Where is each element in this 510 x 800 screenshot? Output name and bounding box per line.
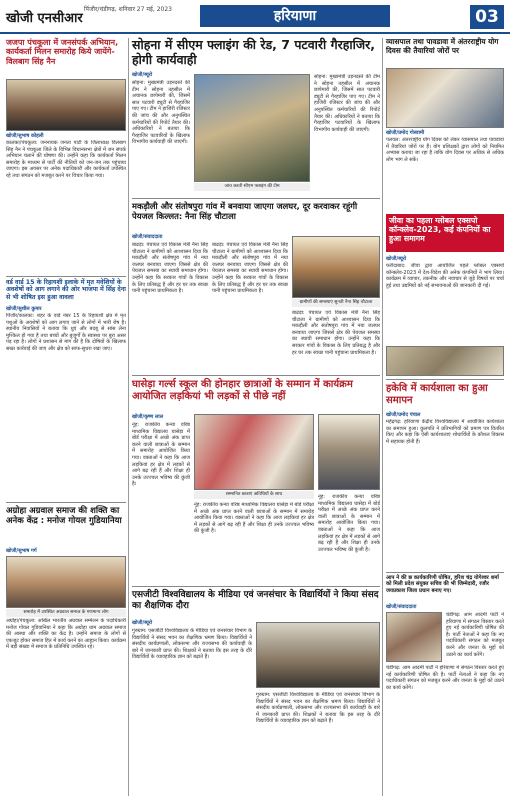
byline: खोजी/ब्यूरो: [132, 620, 153, 626]
photo-cm-flying-team: [194, 74, 310, 182]
column-divider: [382, 38, 383, 796]
headline-hakevi-workshop: हकेवि में कार्यशाला का हुआ समापन: [386, 383, 488, 406]
section-title: हरियाणा: [200, 5, 390, 27]
article-body: नूंह: राजकीय कन्या वरिष्ठ माध्यमिक विद्यालय घासेड़ा में बोर्ड परीक्षा में अच्छे अंक प्राप्त करने वाली छात्राओं के सम्मान में समारोह आयोजित किया गया। वक्ताओं ने कहा कि आज लड़कियां हर क्षेत्र में लड़कों से आगे बढ़ रही हैं और शिक्षा ही उनके उज्ज्वल भविष्य की कुंजी है।: [194, 502, 314, 535]
divider: [132, 586, 380, 587]
byline: खोजी/कृष्ण लाल: [132, 414, 164, 420]
photo-caption: ग्रामीणों की समस्याएं सुनती नैना सिंह चौटाला: [292, 299, 380, 307]
byline: खोजी/संवाददाता: [386, 604, 417, 610]
byline: खोजी/प्रमोद पंचाल: [386, 412, 421, 418]
article-body: चंडीगढ़: आम आदमी पार्टी ने हरियाणा में संगठन विस्तार करते हुए नई कार्यकारिणी घोषित की है। पार्टी नेताओं ने कहा कि नए पदाधिकारी संगठन को मजबूत करने और जनता के मुद्दों को उठाने का कार्य करेंगे।: [446, 612, 504, 658]
headline-sohna-raid: सोहना में सीएम फ्लाइंग की रेड, 7 पटवारी गैरहाजिर, होगी कार्यवाही: [132, 37, 376, 67]
byline: खोजी/सुभाष गर्ग: [6, 548, 37, 554]
byline: खोजी/ब्यूरो: [132, 72, 153, 78]
article-body: बाढड़ा: पंचायत एवं विकास मंत्री नैना सिंह चौटाला ने ग्रामीणों को आश्वासन दिया कि मकड़ौली और संतोषपुरा गांव में नया जलघर बनवाया जाएगा जिससे क्षेत्र की पेयजल समस्या का स्थायी समाधान होगा। उन्होंने कहा कि सरकार गांवों के विकास के लिए प्रतिबद्ध है और हर घर तक स्वच्छ पानी पहुंचाना प्राथमिकता है।: [132, 242, 208, 295]
photo-caption: सम्मानित छात्राएं अतिथियों के साथ: [194, 491, 314, 499]
headline-ward-15: वर्ड वार्ड 15 के रिहायशी इलाके में मृत मवेशियों के अवशेषों को आग लगाने की ओर भाजपा में सिंह देना से भी शोषित इस हुआ वावला: [6, 279, 126, 301]
photo-aap-leader: [386, 612, 442, 662]
headline-water-tank: मकड़ौली और संतोषपुरा गांव में बनवाया जाएगा जलघर, दूर करवाकर रहूंगी पेयजल किल्लत: नैना सिंह चौटाला: [132, 201, 358, 221]
divider: [386, 572, 504, 573]
divider: [132, 375, 380, 376]
dateline: पिंजौर/चंडीगढ़, शनिवार 27 मई, 2023: [84, 6, 172, 13]
photo-naina-chautala: [292, 236, 380, 298]
photo-school-event: [318, 414, 380, 490]
photo-agroha-event: [6, 556, 126, 608]
column-divider: [128, 38, 129, 796]
headline-aap-executive: आप ने की छ कार्यकारिणी घोषित, हरिश चंद्र योगेश्वर शर्मा को मिली प्रदेश संयुक्त सचिव की भी जिम्मेदारी, रजौर जयप्रकाश जिला प्रधान बनाए गए।: [386, 575, 499, 594]
headline-jeeva-expo: जीवा का पहला ग्लोबल एक्सपो कॉन्क्लेव-2023, कई कंपनियों का हुआ समागम: [389, 216, 491, 244]
byline: खोजी/सुशील कुमार: [6, 306, 42, 312]
article-body: गुरुग्राम: एसजीटी विश्वविद्यालय के मीडिया एवं जनसंचार विभाग के विद्यार्थियों ने संसद भवन का शैक्षणिक भ्रमण किया। विद्यार्थियों ने संसदीय कार्यप्रणाली, लोकसभा और राज्यसभा की कार्यवाही के बारे में जानकारी प्राप्त की। शिक्षकों ने बताया कि इस तरह के दौरे विद्यार्थियों के व्यावहारिक ज्ञान को बढ़ाते हैं।: [256, 692, 380, 725]
page-number: 03: [470, 5, 504, 29]
byline: खोजी/प्रमोद गोस्वामी: [386, 130, 425, 136]
photo-caption: समारोह में उपस्थित अग्रवाल समाज के गणमान्य लोग: [6, 609, 126, 617]
article-body: बाढड़ा: पंचायत एवं विकास मंत्री नैना सिंह चौटाला ने ग्रामीणों को आश्वासन दिया कि मकड़ौली और संतोषपुरा गांव में नया जलघर बनवाया जाएगा जिससे क्षेत्र की पेयजल समस्या का स्थायी समाधान होगा। उन्होंने कहा कि सरकार गांवों के विकास के लिए प्रतिबद्ध है और हर घर तक स्वच्छ पानी पहुंचाना प्राथमिकता है।: [212, 242, 288, 295]
headline-ghaseda-school: घासेड़ा गर्ल्स स्कूल की होनहार छात्राओं के सम्मान में कार्यक्रम आयोजित लड़कियां भी लड़कों से पीछे नहीं: [132, 379, 353, 402]
byline: खोजी/संवाददाता: [132, 234, 163, 240]
divider: [6, 276, 126, 277]
headline-agroha: अग्रोहा अग्रवाल समाज की शक्ति का अनेक केंद्र : मनोज गोयल गुडियानिया: [6, 506, 122, 527]
photo-school-students: [194, 414, 314, 490]
article-body: महेंद्रगढ़: हरियाणा केंद्रीय विश्वविद्यालय में आयोजित कार्यशाला का समापन हुआ। कुलपति ने प्रतिभागियों को प्रमाण पत्र वितरित किए और कहा कि ऐसी कार्यशालाएं शोधार्थियों के कौशल विकास में सहायक होती हैं।: [386, 419, 504, 445]
byline: खोजी/सुभाष कोहली: [6, 133, 44, 139]
article-body: फरीदाबाद: जीवा द्वारा आयोजित पहले ग्लोबल एक्सपो कॉन्क्लेव-2023 में देश-विदेश की अनेक कंपनियों ने भाग लिया। कार्यक्रम में व्यापार, तकनीक और नवाचार से जुड़े विषयों पर चर्चा हुई तथा उद्यमियों को नई संभावनाओं की जानकारी दी गई।: [386, 263, 504, 289]
photo-expo-conclave: [386, 346, 504, 376]
article-body: चंडीगढ़: आम आदमी पार्टी ने हरियाणा में संगठन विस्तार करते हुए नई कार्यकारिणी घोषित की है। पार्टी नेताओं ने कहा कि नए पदाधिकारी संगठन को मजबूत करने और जनता के मुद्दों को उठाने का कार्य करेंगे।: [386, 665, 504, 691]
photo-parliament-visit: [256, 622, 380, 688]
byline: खोजी/ब्यूरो: [386, 256, 407, 262]
masthead: खोजी एनसीआर: [6, 11, 83, 26]
article-body: नूंह: राजकीय कन्या वरिष्ठ माध्यमिक विद्यालय घासेड़ा में बोर्ड परीक्षा में अच्छे अंक प्राप्त करने वाली छात्राओं के सम्मान में समारोह आयोजित किया गया। वक्ताओं ने कहा कि आज लड़कियां हर क्षेत्र में लड़कों से आगे बढ़ रही हैं और शिक्षा ही उनके उज्ज्वल भविष्य की कुंजी है।: [318, 494, 380, 553]
article-body: अग्रोहा/पंचकूला: अखिल भारतीय अग्रवाल सम्मेलन के पदाधिकारी मनोज गोयल गुडियानिया ने कहा कि अग्रोहा धाम अग्रवाल समाज की आस्था और शक्ति का केंद्र है। उन्होंने समाज के लोगों से एकजुट होकर समाज हित में कार्य करने का आह्वान किया। कार्यक्रम में बड़ी संख्या में समाज के प्रतिनिधि उपस्थित रहे।: [6, 618, 126, 651]
photo-caption: जांच करती सीएम फ्लाइंग की टीम: [194, 183, 310, 191]
article-body: कालका/पंचकूला: जननायक जनता पार्टी के जिलाध्यक्ष विलबाग सिंह नैन ने पंचकूला जिले के विभिन्न विधानसभा क्षेत्रों में जन संपर्क अभियान चलाने की घोषणा की। उन्होंने कहा कि कार्यकर्ता मिलन समारोह के माध्यम से पार्टी की नीतियों को जन-जन तक पहुंचाया जाएगा। इस अवसर पर अनेक पदाधिकारी और कार्यकर्ता उपस्थित रहे तथा संगठन को मजबूत करने पर विचार किया गया।: [6, 140, 126, 179]
photo-yoga-practice: [386, 68, 504, 128]
article-body: बाढड़ा: पंचायत एवं विकास मंत्री नैना सिंह चौटाला ने ग्रामीणों को आश्वासन दिया कि मकड़ौली और संतोषपुरा गांव में नया जलघर बनवाया जाएगा जिससे क्षेत्र की पेयजल समस्या का स्थायी समाधान होगा। उन्होंने कहा कि सरकार गांवों के विकास के लिए प्रतिबद्ध है और हर घर तक स्वच्छ पानी पहुंचाना प्राथमिकता है।: [292, 310, 380, 356]
divider: [132, 198, 380, 199]
divider: [6, 502, 126, 503]
divider: [386, 379, 504, 380]
article-body: गुरुग्राम: एसजीटी विश्वविद्यालय के मीडिया एवं जनसंचार विभाग के विद्यार्थियों ने संसद भवन का शैक्षणिक भ्रमण किया। विद्यार्थियों ने संसदीय कार्यप्रणाली, लोकसभा और राज्यसभा की कार्यवाही के बारे में जानकारी प्राप्त की। शिक्षकों ने बताया कि इस तरह के दौरे विद्यार्थियों के व्यावहारिक ज्ञान को बढ़ाते हैं।: [132, 628, 252, 661]
article-body: सोहना: मुख्यमंत्री उड़नदस्ते की टीम ने सोहना तहसील में अचानक छापेमारी की, जिसमें सात पटवारी ड्यूटी से गैरहाजिर पाए गए। टीम ने हाजिरी रजिस्टर की जांच की और अनुपस्थित कर्मचारियों की रिपोर्ट तैयार की। अधिकारियों ने बताया कि गैरहाजिर पटवारियों के खिलाफ विभागीय कार्यवाही की जाएगी।: [314, 74, 380, 133]
article-body: पलवल: अंतरराष्ट्रीय योग दिवस को लेकर व्यासपाल तथा पावडावा में तैयारियां जोरों पर हैं। योग प्रशिक्षकों द्वारा लोगों को नियमित अभ्यास कराया जा रहा है ताकि योग दिवस पर अधिक से अधिक लोग भाग ले सकें।: [386, 137, 504, 163]
headline-yoga-day: व्यासपाल तथा पावडावा में अंतरराष्ट्रीय योग दिवस की तैयारियां जोरों पर: [386, 37, 499, 55]
article-body: पिंजौर/कालका: शहर के वार्ड नंबर 15 के रिहायशी क्षेत्र में मृत पशुओं के अवशेषों को आग लगाए जाने से लोगों में भारी रोष है। स्थानीय निवासियों ने बताया कि धुएं और बदबू से सांस लेना मुश्किल हो गया है तथा बच्चों और बुजुर्गों के स्वास्थ्य पर बुरा असर पड़ रहा है। लोगों ने प्रशासन से मांग की है कि दोषियों के खिलाफ सख्त कार्रवाई की जाए और क्षेत्र को साफ-सुथरा रखा जाए।: [6, 313, 126, 352]
photo-jjp-meeting: [6, 79, 126, 131]
headline-jjp: जजपा पंचकूला में जनसंपर्क अभियान, कार्यकर्ता मिलन समारोह किये जायेंगे- विलबाग सिंह नैन: [6, 38, 119, 66]
article-body: नूंह: राजकीय कन्या वरिष्ठ माध्यमिक विद्यालय घासेड़ा में बोर्ड परीक्षा में अच्छे अंक प्राप्त करने वाली छात्राओं के सम्मान में समारोह आयोजित किया गया। वक्ताओं ने कहा कि आज लड़कियां हर क्षेत्र में लड़कों से आगे बढ़ रही हैं और शिक्षा ही उनके उज्ज्वल भविष्य की कुंजी है।: [132, 422, 190, 488]
headline-sgt-university: एसजीटी विश्वविद्यालय के मीडिया एवं जनसंचार के विद्यार्थियों ने किया संसद का शैक्षणिक दौरा: [132, 590, 379, 611]
article-body: सोहना: मुख्यमंत्री उड़नदस्ते की टीम ने सोहना तहसील में अचानक छापेमारी की, जिसमें सात पटवारी ड्यूटी से गैरहाजिर पाए गए। टीम ने हाजिरी रजिस्टर की जांच की और अनुपस्थित कर्मचारियों की रिपोर्ट तैयार की। अधिकारियों ने बताया कि गैरहाजिर पटवारियों के खिलाफ विभागीय कार्यवाही की जाएगी।: [132, 80, 190, 146]
